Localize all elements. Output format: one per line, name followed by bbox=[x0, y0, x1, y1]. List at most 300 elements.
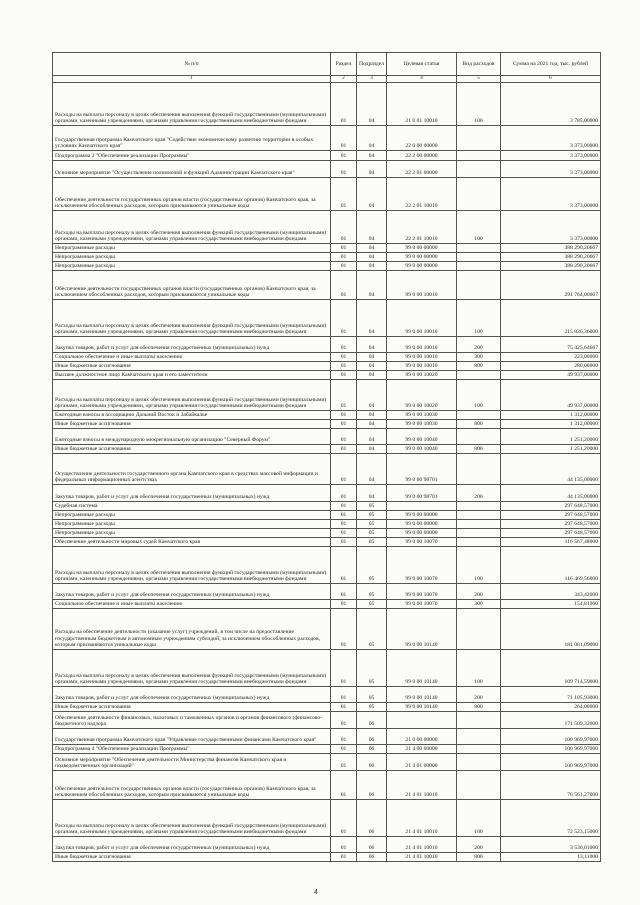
table-row bbox=[53, 511, 601, 520]
table-cell-sum: 100 969,97000 bbox=[501, 729, 601, 745]
table-cell-vr: 800 bbox=[457, 445, 501, 454]
table-cell-csr: 99 0 00 10070 bbox=[387, 547, 457, 584]
table-cell-razdel: 01 bbox=[331, 712, 357, 729]
table-cell-vr: 800 bbox=[457, 362, 501, 371]
table-cell-name: Подпрограмма 4 "Обеспечение реализации Программы" bbox=[53, 745, 331, 754]
table-cell-csr: 99 0 00 10030 bbox=[387, 420, 457, 429]
table-cell-sum: 49 937,00000 bbox=[501, 371, 601, 380]
table-cell-csr: 22 2 00 00000 bbox=[387, 151, 457, 161]
table-cell-razdel: 01 bbox=[331, 300, 357, 337]
table-cell-name: Социальное обеспечение и иные выплаты населению bbox=[53, 353, 331, 362]
table-cell-podrazdel: 06 bbox=[357, 853, 387, 862]
table-cell-sum: 49 937,00000 bbox=[501, 380, 601, 411]
table-row bbox=[53, 584, 601, 600]
table-row bbox=[53, 253, 601, 262]
column-index: 3 bbox=[357, 76, 387, 83]
table-cell-razdel: 01 bbox=[331, 253, 357, 262]
table-cell-vr bbox=[457, 161, 501, 178]
table-cell-name: Иные бюджетные ассигнования bbox=[53, 703, 331, 712]
table-cell-name: Иные бюджетные ассигнования bbox=[53, 445, 331, 454]
table-cell-sum: 215 836,36000 bbox=[501, 300, 601, 337]
table-row bbox=[53, 380, 601, 411]
table-cell-razdel: 01 bbox=[331, 547, 357, 584]
table-cell-csr: 22 0 00 00000 bbox=[387, 126, 457, 151]
table-cell-sum: 343,42000 bbox=[501, 584, 601, 600]
table-cell-csr: 22 2 01 00000 bbox=[387, 161, 457, 178]
table-row bbox=[53, 729, 601, 745]
table-cell-name: Судебная система bbox=[53, 502, 331, 511]
table-cell-podrazdel: 05 bbox=[357, 609, 387, 650]
table-cell-sum: 3 373,00000 bbox=[501, 161, 601, 178]
table-cell-vr: 200 bbox=[457, 687, 501, 703]
table-row bbox=[53, 609, 601, 650]
table-cell-vr: 100 bbox=[457, 83, 501, 126]
column-index: 6 bbox=[501, 76, 601, 83]
table-row bbox=[53, 687, 601, 703]
table-cell-razdel: 01 bbox=[331, 353, 357, 362]
table-cell-csr: 21 4 01 10010 bbox=[387, 771, 457, 800]
table-cell-name: Иные бюджетные ассигнования bbox=[53, 362, 331, 371]
table-cell-podrazdel: 06 bbox=[357, 745, 387, 754]
table-cell-sum: 44 135,00000 bbox=[501, 485, 601, 502]
table-cell-vr: 100 bbox=[457, 800, 501, 837]
table-cell-razdel: 01 bbox=[331, 609, 357, 650]
table-cell-podrazdel: 04 bbox=[357, 83, 387, 126]
table-cell-vr: 800 bbox=[457, 703, 501, 712]
table-row bbox=[53, 211, 601, 244]
table-cell-csr: 99 0 00 10140 bbox=[387, 687, 457, 703]
table-cell-name: Расходы на выплаты персоналу в целях обеспечения выполнения функций государственными (муниципальными) органами, казенными учреждениями, органами управления государственными внебюджетными фондами bbox=[53, 800, 331, 837]
table-cell-csr bbox=[387, 712, 457, 729]
table-cell-vr: 800 bbox=[457, 853, 501, 862]
table-cell-sum: 109 714,59000 bbox=[501, 650, 601, 687]
table-row bbox=[53, 754, 601, 771]
table-row bbox=[53, 244, 601, 253]
table-cell-podrazdel: 04 bbox=[357, 429, 387, 445]
table-cell-csr: 99 0 00 10020 bbox=[387, 371, 457, 380]
table-cell-podrazdel: 06 bbox=[357, 754, 387, 771]
table-cell-podrazdel: 04 bbox=[357, 211, 387, 244]
table-cell-name: Расходы на выплаты персоналу в целях обеспечения выполнения функций государственными (муниципальными) органами, казенными учреждениями, органами управления государственными внебюджетными фондами bbox=[53, 650, 331, 687]
table-row bbox=[53, 445, 601, 454]
table-cell-razdel: 01 bbox=[331, 771, 357, 800]
table-cell-vr bbox=[457, 271, 501, 300]
table-cell-name: Непрограммные расходы bbox=[53, 262, 331, 271]
table-cell-sum: 3 373,00000 bbox=[501, 178, 601, 211]
table-cell-csr: 21 4 00 00000 bbox=[387, 745, 457, 754]
table-cell-podrazdel: 05 bbox=[357, 584, 387, 600]
table-row bbox=[53, 151, 601, 161]
table-cell-podrazdel: 04 bbox=[357, 485, 387, 502]
table-cell-name: Расходы на обеспечение деятельности (оказание услуг) учреждений, в том числе на предоставление государственным бюджетным и автономным учреждениям субсидий, за исключением обособленных расходов, которым присваиваются уникальные коды bbox=[53, 609, 331, 650]
table-cell-name: Непрограммные расходы bbox=[53, 253, 331, 262]
table-cell-sum: 3 373,00000 bbox=[501, 151, 601, 161]
table-cell-sum: 100 969,97000 bbox=[501, 754, 601, 771]
table-cell-razdel: 01 bbox=[331, 703, 357, 712]
table-cell-razdel: 01 bbox=[331, 650, 357, 687]
table-body bbox=[53, 83, 601, 862]
table-cell-csr: 99 0 00 00000 bbox=[387, 520, 457, 529]
table-row bbox=[53, 411, 601, 420]
table-cell-sum: 154,81960 bbox=[501, 600, 601, 609]
table-row bbox=[53, 600, 601, 609]
table-cell-sum: 1 251,20000 bbox=[501, 429, 601, 445]
table-cell-podrazdel: 04 bbox=[357, 300, 387, 337]
table-row bbox=[53, 300, 601, 337]
table-cell-podrazdel: 04 bbox=[357, 353, 387, 362]
table-cell-podrazdel: 04 bbox=[357, 126, 387, 151]
table-cell-vr bbox=[457, 253, 501, 262]
table-cell-sum: 72 523,15000 bbox=[501, 800, 601, 837]
table-cell-csr: 99 0 00 98701 bbox=[387, 485, 457, 502]
table-cell-name: Социальное обеспечение и иные выплаты населению bbox=[53, 600, 331, 609]
table-cell-podrazdel: 04 bbox=[357, 262, 387, 271]
table-cell-name: Непрограммные расходы bbox=[53, 244, 331, 253]
table-row bbox=[53, 529, 601, 538]
table-cell-name: Иные бюджетные ассигнования bbox=[53, 853, 331, 862]
table-cell-podrazdel: 04 bbox=[357, 244, 387, 253]
table-cell-name: Расходы на выплаты персоналу в целях обеспечения выполнения функций государственными (муниципальными) органами, казенными учреждениями, органами управления государственными внебюджетными фондами bbox=[53, 83, 331, 126]
table-cell-razdel: 01 bbox=[331, 502, 357, 511]
table-cell-name: Ежегодные взносы в ассоциацию Дальний Восток и Забайкалье bbox=[53, 411, 331, 420]
table-cell-name: Закупка товаров, работ и услуг для обеспечения государственных (муниципальных) нужд bbox=[53, 837, 331, 853]
table-cell-name: Закупка товаров, работ и услуг для обеспечения государственных (муниципальных) нужд bbox=[53, 584, 331, 600]
table-cell-csr: 99 0 00 00000 bbox=[387, 253, 457, 262]
table-cell-name: Иные бюджетные ассигнования bbox=[53, 420, 331, 429]
table-cell-name: Основное мероприятие "Осуществление полномочий и функций Администрации Камчатского края" bbox=[53, 161, 331, 178]
table-cell-sum: 264,00000 bbox=[501, 703, 601, 712]
table-cell-podrazdel: 04 bbox=[357, 271, 387, 300]
table-cell-razdel: 01 bbox=[331, 687, 357, 703]
table-cell-razdel: 01 bbox=[331, 211, 357, 244]
table-cell-podrazdel: 05 bbox=[357, 650, 387, 687]
table-cell-vr: 100 bbox=[457, 300, 501, 337]
table-row bbox=[53, 538, 601, 547]
table-cell-podrazdel: 04 bbox=[357, 445, 387, 454]
table-row bbox=[53, 420, 601, 429]
table-cell-csr bbox=[387, 502, 457, 511]
table-header-row bbox=[53, 53, 601, 76]
table-cell-podrazdel: 05 bbox=[357, 529, 387, 538]
table-row bbox=[53, 703, 601, 712]
table-cell-razdel: 01 bbox=[331, 371, 357, 380]
table-cell-podrazdel: 06 bbox=[357, 800, 387, 837]
table-cell-sum: 388 290,20667 bbox=[501, 253, 601, 262]
table-cell-razdel: 01 bbox=[331, 178, 357, 211]
table-cell-razdel: 01 bbox=[331, 511, 357, 520]
table-cell-razdel: 01 bbox=[331, 454, 357, 485]
table-cell-sum: 100 969,97000 bbox=[501, 745, 601, 754]
table-row bbox=[53, 337, 601, 353]
table-row bbox=[53, 353, 601, 362]
table-cell-sum: 297 648,57000 bbox=[501, 511, 601, 520]
table-cell-podrazdel: 04 bbox=[357, 420, 387, 429]
table-cell-csr: 99 0 00 10010 bbox=[387, 300, 457, 337]
table-cell-csr: 99 0 00 10010 bbox=[387, 362, 457, 371]
table-cell-name: Ежегодные взносы в международную межрегиональную организацию "Северный Форум" bbox=[53, 429, 331, 445]
table-cell-razdel: 01 bbox=[331, 244, 357, 253]
table-cell-podrazdel: 06 bbox=[357, 729, 387, 745]
header-csr: Целевая статья bbox=[387, 53, 457, 76]
table-cell-razdel: 01 bbox=[331, 600, 357, 609]
column-index: 5 bbox=[457, 76, 501, 83]
table-cell-csr: 99 0 00 10070 bbox=[387, 538, 457, 547]
table-cell-vr bbox=[457, 454, 501, 485]
table-cell-csr: 99 0 00 10140 bbox=[387, 609, 457, 650]
table-cell-sum: 116 469,56000 bbox=[501, 547, 601, 584]
table-cell-csr: 21 0 01 10010 bbox=[387, 83, 457, 126]
table-cell-razdel: 01 bbox=[331, 584, 357, 600]
table-cell-name: Закупка товаров, работ и услуг для обеспечения государственных (муниципальных) нужд bbox=[53, 337, 331, 353]
table-cell-csr: 99 0 00 10010 bbox=[387, 353, 457, 362]
table-cell-podrazdel: 04 bbox=[357, 411, 387, 420]
table-row bbox=[53, 83, 601, 126]
table-cell-vr: 100 bbox=[457, 380, 501, 411]
table-cell-razdel: 01 bbox=[331, 754, 357, 771]
table-cell-name: Обеспечение деятельности государственных органов власти (государственных органов) Камчатского края, за исключением обособленных расходов, которым присваиваются уникальные коды bbox=[53, 771, 331, 800]
table-cell-razdel: 01 bbox=[331, 529, 357, 538]
table-cell-razdel: 01 bbox=[331, 151, 357, 161]
table-cell-vr bbox=[457, 371, 501, 380]
table-cell-podrazdel: 05 bbox=[357, 520, 387, 529]
table-cell-vr bbox=[457, 729, 501, 745]
table-cell-csr: 99 0 00 10040 bbox=[387, 445, 457, 454]
table-cell-name: Обеспечение деятельности финансовых, налоговых и таможенных органов и органов финансового (финансово-бюджетного) надзора bbox=[53, 712, 331, 729]
table-cell-podrazdel: 06 bbox=[357, 771, 387, 800]
table-cell-csr: 21 4 01 10010 bbox=[387, 800, 457, 837]
table-cell-csr: 99 0 00 10010 bbox=[387, 271, 457, 300]
table-cell-name: Государственная программа Камчатского края "Управление государственными финансами Камчатского края" bbox=[53, 729, 331, 745]
header-sum: Сумма на 2021 год, тыс. рублей bbox=[501, 53, 601, 76]
table-cell-razdel: 01 bbox=[331, 420, 357, 429]
table-cell-razdel: 01 bbox=[331, 485, 357, 502]
table-cell-csr: 21 0 00 00000 bbox=[387, 729, 457, 745]
table-cell-sum: 297 648,57000 bbox=[501, 502, 601, 511]
table-cell-name: Расходы на выплаты персоналу в целях обеспечения выполнения функций государственными (муниципальными) органами, казенными учреждениями, органами управления государственными внебюджетными фондами bbox=[53, 380, 331, 411]
table-cell-csr: 22 2 01 10010 bbox=[387, 211, 457, 244]
table-cell-vr bbox=[457, 429, 501, 445]
table-cell-sum: 171 509,32000 bbox=[501, 712, 601, 729]
table-cell-podrazdel: 04 bbox=[357, 371, 387, 380]
table-row bbox=[53, 485, 601, 502]
table-cell-vr bbox=[457, 151, 501, 161]
table-cell-csr: 99 0 00 10010 bbox=[387, 337, 457, 353]
table-cell-csr: 99 0 00 00000 bbox=[387, 511, 457, 520]
table-cell-csr: 99 0 00 00000 bbox=[387, 529, 457, 538]
table-cell-vr bbox=[457, 511, 501, 520]
table-cell-sum: 3 536,01000 bbox=[501, 837, 601, 853]
table-row bbox=[53, 712, 601, 729]
table-cell-sum: 297 648,57000 bbox=[501, 520, 601, 529]
table-row bbox=[53, 800, 601, 837]
table-cell-podrazdel: 04 bbox=[357, 253, 387, 262]
table-cell-podrazdel: 04 bbox=[357, 178, 387, 211]
table-cell-name: Расходы на выплаты персоналу в целях обеспечения выполнения функций государственными (муниципальными) органами, казенными учреждениями, органами управления государственными внебюджетными фондами bbox=[53, 211, 331, 244]
column-index: 1 bbox=[53, 76, 331, 83]
table-cell-csr: 99 0 00 10140 bbox=[387, 703, 457, 712]
table-cell-name: Обеспечение деятельности мировых судей Камчатского края bbox=[53, 538, 331, 547]
table-cell-razdel: 01 bbox=[331, 729, 357, 745]
table-cell-csr: 99 0 00 10020 bbox=[387, 380, 457, 411]
table-row bbox=[53, 771, 601, 800]
table-cell-podrazdel: 05 bbox=[357, 687, 387, 703]
table-cell-sum: 1 312,00000 bbox=[501, 420, 601, 429]
table-cell-csr: 99 0 00 10140 bbox=[387, 650, 457, 687]
table-cell-sum: 291 764,00667 bbox=[501, 271, 601, 300]
table-row bbox=[53, 837, 601, 853]
table-cell-csr: 99 0 00 10070 bbox=[387, 584, 457, 600]
table-cell-razdel: 01 bbox=[331, 262, 357, 271]
table-cell-name: Обеспечение деятельности государственных органов власти (государственных органов) Камчатского края, за исключением обособленных расходов, которым присваиваются уникальные коды bbox=[53, 178, 331, 211]
table-cell-vr: 200 bbox=[457, 337, 501, 353]
table-cell-name: Расходы на выплаты персоналу в целях обеспечения выполнения функций государственными (муниципальными) органами, казенными учреждениями, органами управления государственными внебюджетными фондами bbox=[53, 300, 331, 337]
column-index: 2 bbox=[331, 76, 357, 83]
table-cell-sum: 44 135,00000 bbox=[501, 454, 601, 485]
table-cell-razdel: 01 bbox=[331, 745, 357, 754]
table-cell-razdel: 01 bbox=[331, 411, 357, 420]
table-cell-vr: 100 bbox=[457, 547, 501, 584]
table-cell-razdel: 01 bbox=[331, 800, 357, 837]
table-cell-name: Расходы на выплаты персоналу в целях обеспечения выполнения функций государственными (муниципальными) органами, казенными учреждениями, органами управления государственными внебюджетными фондами bbox=[53, 547, 331, 584]
table-cell-vr bbox=[457, 411, 501, 420]
table-cell-razdel: 01 bbox=[331, 853, 357, 862]
table-cell-razdel: 01 bbox=[331, 271, 357, 300]
table-row bbox=[53, 454, 601, 485]
table-row bbox=[53, 126, 601, 151]
header-name: № п/п bbox=[53, 53, 331, 76]
table-cell-vr: 300 bbox=[457, 353, 501, 362]
table-cell-sum: 3 785,00000 bbox=[501, 83, 601, 126]
table-cell-podrazdel: 05 bbox=[357, 600, 387, 609]
table-cell-vr: 100 bbox=[457, 650, 501, 687]
column-index: 4 bbox=[387, 76, 457, 83]
table-cell-csr: 21 4 01 00000 bbox=[387, 754, 457, 771]
table-cell-podrazdel: 04 bbox=[357, 161, 387, 178]
table-cell-vr: 800 bbox=[457, 420, 501, 429]
table-cell-name: Основное мероприятие "Обеспечение деятельности Министерства финансов Камчатского края и подведомственных организаций" bbox=[53, 754, 331, 771]
table-row bbox=[53, 271, 601, 300]
table-cell-csr: 99 0 00 00000 bbox=[387, 244, 457, 253]
header-podrazdel: Подраздел bbox=[357, 53, 387, 76]
table-cell-podrazdel: 05 bbox=[357, 502, 387, 511]
header-razdel: Раздел bbox=[331, 53, 357, 76]
table-cell-vr bbox=[457, 520, 501, 529]
page-number: 4 bbox=[314, 889, 318, 896]
table-cell-vr bbox=[457, 244, 501, 253]
table-row bbox=[53, 262, 601, 271]
table-cell-name: Непрограммные расходы bbox=[53, 520, 331, 529]
table-cell-sum: 71 105,93000 bbox=[501, 687, 601, 703]
table-cell-csr: 99 0 00 10030 bbox=[387, 411, 457, 420]
table-cell-vr bbox=[457, 538, 501, 547]
table-cell-csr: 99 0 00 98701 bbox=[387, 454, 457, 485]
table-row bbox=[53, 520, 601, 529]
table-cell-razdel: 01 bbox=[331, 380, 357, 411]
table-cell-sum: 116 567,48000 bbox=[501, 538, 601, 547]
table-cell-vr bbox=[457, 502, 501, 511]
table-cell-csr: 22 2 01 10010 bbox=[387, 178, 457, 211]
table-cell-sum: 297 648,57000 bbox=[501, 529, 601, 538]
table-cell-podrazdel: 04 bbox=[357, 380, 387, 411]
table-cell-sum: 1 251,20000 bbox=[501, 445, 601, 454]
table-cell-csr: 99 0 00 10070 bbox=[387, 600, 457, 609]
table-cell-podrazdel: 05 bbox=[357, 703, 387, 712]
table-cell-razdel: 01 bbox=[331, 538, 357, 547]
table-cell-razdel: 01 bbox=[331, 445, 357, 454]
table-cell-vr bbox=[457, 745, 501, 754]
table-cell-vr: 200 bbox=[457, 837, 501, 853]
table-cell-name: Государственная программа Камчатского края "Содействие экономическому развитию территории в особых условиях Камчатского края" bbox=[53, 126, 331, 151]
table-cell-razdel: 01 bbox=[331, 362, 357, 371]
table-cell-podrazdel: 04 bbox=[357, 362, 387, 371]
table-cell-sum: 1 312,00000 bbox=[501, 411, 601, 420]
table-cell-sum: 388 290,20667 bbox=[501, 262, 601, 271]
table-row bbox=[53, 745, 601, 754]
table-cell-razdel: 01 bbox=[331, 429, 357, 445]
table-row bbox=[53, 853, 601, 862]
budget-table bbox=[52, 52, 601, 862]
table-cell-podrazdel: 04 bbox=[357, 151, 387, 161]
table-cell-vr bbox=[457, 529, 501, 538]
table-cell-vr bbox=[457, 609, 501, 650]
table-cell-sum: 13,11000 bbox=[501, 853, 601, 862]
table-row bbox=[53, 362, 601, 371]
table-cell-vr bbox=[457, 771, 501, 800]
table-cell-vr: 200 bbox=[457, 584, 501, 600]
table-row bbox=[53, 371, 601, 380]
table-cell-name: Непрограммные расходы bbox=[53, 511, 331, 520]
table-cell-csr: 99 0 00 00000 bbox=[387, 262, 457, 271]
table-cell-vr bbox=[457, 712, 501, 729]
table-cell-name: Закупка товаров, работ и услуг для обеспечения государственных (муниципальных) нужд bbox=[53, 485, 331, 502]
table-cell-razdel: 01 bbox=[331, 161, 357, 178]
table-cell-podrazdel: 05 bbox=[357, 547, 387, 584]
table-cell-razdel: 01 bbox=[331, 126, 357, 151]
table-cell-sum: 181 081,09000 bbox=[501, 609, 601, 650]
table-cell-vr bbox=[457, 754, 501, 771]
table-cell-name: Обеспечение деятельности государственных органов власти (государственных органов) Камчатского края, за исключением обособленных расходов, которым присваиваются уникальные коды bbox=[53, 271, 331, 300]
table-cell-sum: 76 561,27000 bbox=[501, 771, 601, 800]
column-index-row bbox=[53, 76, 601, 83]
table-cell-razdel: 01 bbox=[331, 83, 357, 126]
table-cell-podrazdel: 05 bbox=[357, 538, 387, 547]
table-cell-vr: 100 bbox=[457, 211, 501, 244]
table-row bbox=[53, 429, 601, 445]
table-cell-razdel: 01 bbox=[331, 837, 357, 853]
table-cell-podrazdel: 06 bbox=[357, 712, 387, 729]
table-cell-sum: 280,00000 bbox=[501, 362, 601, 371]
table-cell-name: Закупка товаров, работ и услуг для обеспечения государственных (муниципальных) нужд bbox=[53, 687, 331, 703]
table-cell-csr: 21 4 01 10010 bbox=[387, 837, 457, 853]
header-vr: Вид расходов bbox=[457, 53, 501, 76]
table-cell-csr: 21 4 01 10010 bbox=[387, 853, 457, 862]
table-row bbox=[53, 178, 601, 211]
table-row bbox=[53, 650, 601, 687]
table-row bbox=[53, 547, 601, 584]
table-cell-vr bbox=[457, 126, 501, 151]
table-cell-name: Осуществление деятельности государственного органа Камчатского края в средствах массовой информации и федеральных информационных агентствах bbox=[53, 454, 331, 485]
table-row bbox=[53, 161, 601, 178]
table-cell-podrazdel: 04 bbox=[357, 337, 387, 353]
table-row bbox=[53, 502, 601, 511]
table-cell-razdel: 01 bbox=[331, 337, 357, 353]
table-cell-name: Подпрограмма 2 "Обеспечение реализации Программы" bbox=[53, 151, 331, 161]
table-cell-sum: 75 425,64667 bbox=[501, 337, 601, 353]
table-cell-name: Непрограммные расходы bbox=[53, 529, 331, 538]
table-cell-sum: 388 290,20667 bbox=[501, 244, 601, 253]
table-cell-vr: 200 bbox=[457, 485, 501, 502]
table-cell-podrazdel: 05 bbox=[357, 511, 387, 520]
